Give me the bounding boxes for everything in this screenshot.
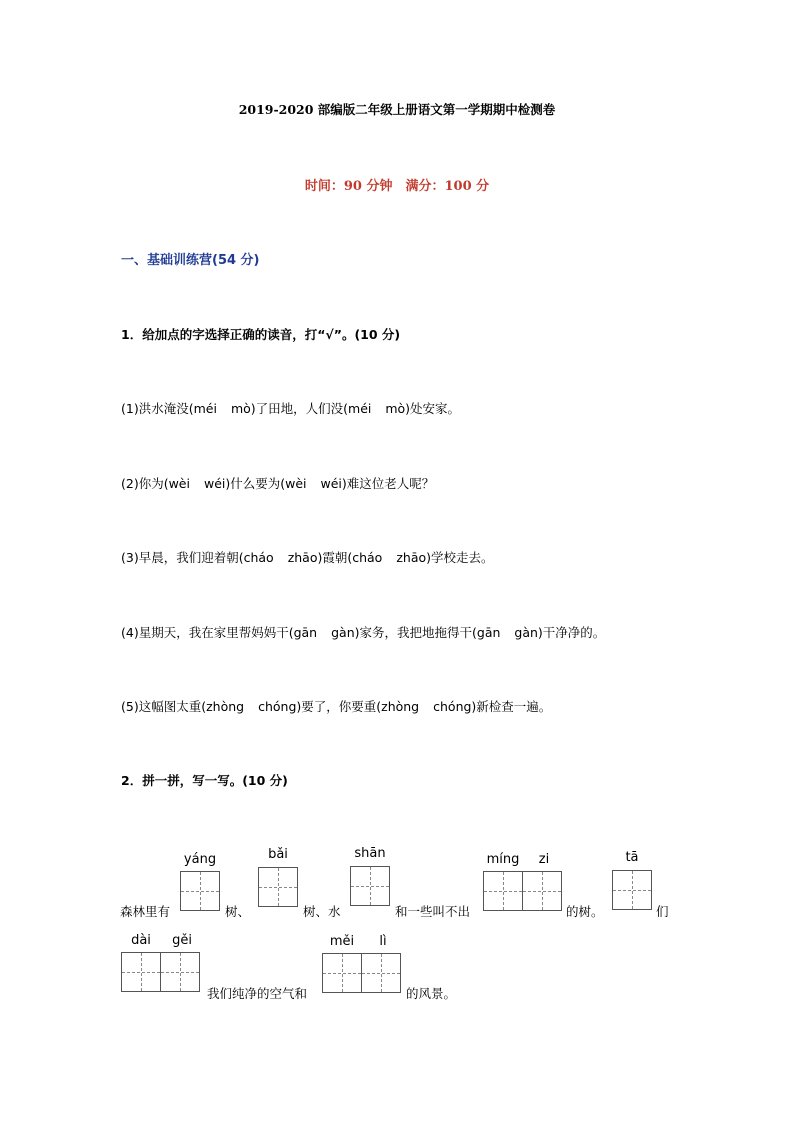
- writing-grid-5[interactable]: [612, 870, 651, 910]
- pinyin-gei: gěi: [172, 933, 192, 948]
- section-heading: 一、基础训练营(54 分): [121, 253, 260, 268]
- fill-text-6: 们: [656, 904, 669, 919]
- question-1-prompt: 1．给加点的字选择正确的读音，打“√”。(10 分): [121, 327, 401, 342]
- fill-text-2: 树、: [225, 904, 251, 919]
- exam-meta: 时间：90 分钟 满分：100 分: [304, 179, 490, 194]
- fill-text-7: 我们纯净的空气和: [207, 986, 308, 1001]
- writing-grid-3[interactable]: [350, 866, 389, 906]
- fill-text-5: 的树。: [566, 904, 604, 919]
- writing-grid-2[interactable]: [258, 867, 297, 907]
- pinyin-bai: bǎi: [268, 847, 288, 862]
- fill-text-1: 森林里有: [120, 904, 171, 919]
- list-item: (3)早晨，我们迎着朝(cháo zhāo)霞朝(cháo zhāo)学校走去。: [121, 550, 494, 565]
- list-item: (4)星期天，我在家里帮妈妈干(gān gàn)家务，我把地拖得干(gān gàn)干净净的。: [121, 625, 606, 640]
- list-item: (2)你为(wèi wéi)什么要为(wèi wéi)难这位老人呢？: [121, 476, 435, 491]
- writing-grid-6[interactable]: [121, 952, 199, 992]
- fill-text-4: 和一些叫不出: [395, 904, 471, 919]
- pinyin-shan: shān: [354, 846, 386, 861]
- fill-text-3: 树、水: [303, 904, 341, 919]
- writing-grid-4[interactable]: [483, 871, 561, 911]
- writing-grid-7[interactable]: [322, 953, 400, 993]
- pinyin-ta: tā: [625, 850, 639, 865]
- pinyin-dai: dài: [131, 933, 151, 948]
- exam-title: 2019-2020 部编版二年级上册语文第一学期期中检测卷: [238, 102, 556, 117]
- list-item: (1)洪水淹没(méi mò)了田地，人们没(méi mò)处安家。: [121, 401, 461, 416]
- pinyin-li: lì: [379, 934, 387, 949]
- pinyin-yang: yáng: [183, 852, 217, 867]
- pinyin-mei: měi: [329, 934, 355, 949]
- question-2-prompt: 2．拼一拼，写一写。(10 分): [121, 773, 288, 788]
- list-item: (5)这幅图太重(zhòng chóng)要了，你要重(zhòng chóng)新检查一遍。: [121, 699, 552, 714]
- fill-text-8: 的风景。: [406, 986, 457, 1001]
- pinyin-zi: zi: [538, 852, 550, 867]
- writing-grid-1[interactable]: [180, 871, 219, 911]
- pinyin-ming: míng: [486, 852, 520, 867]
